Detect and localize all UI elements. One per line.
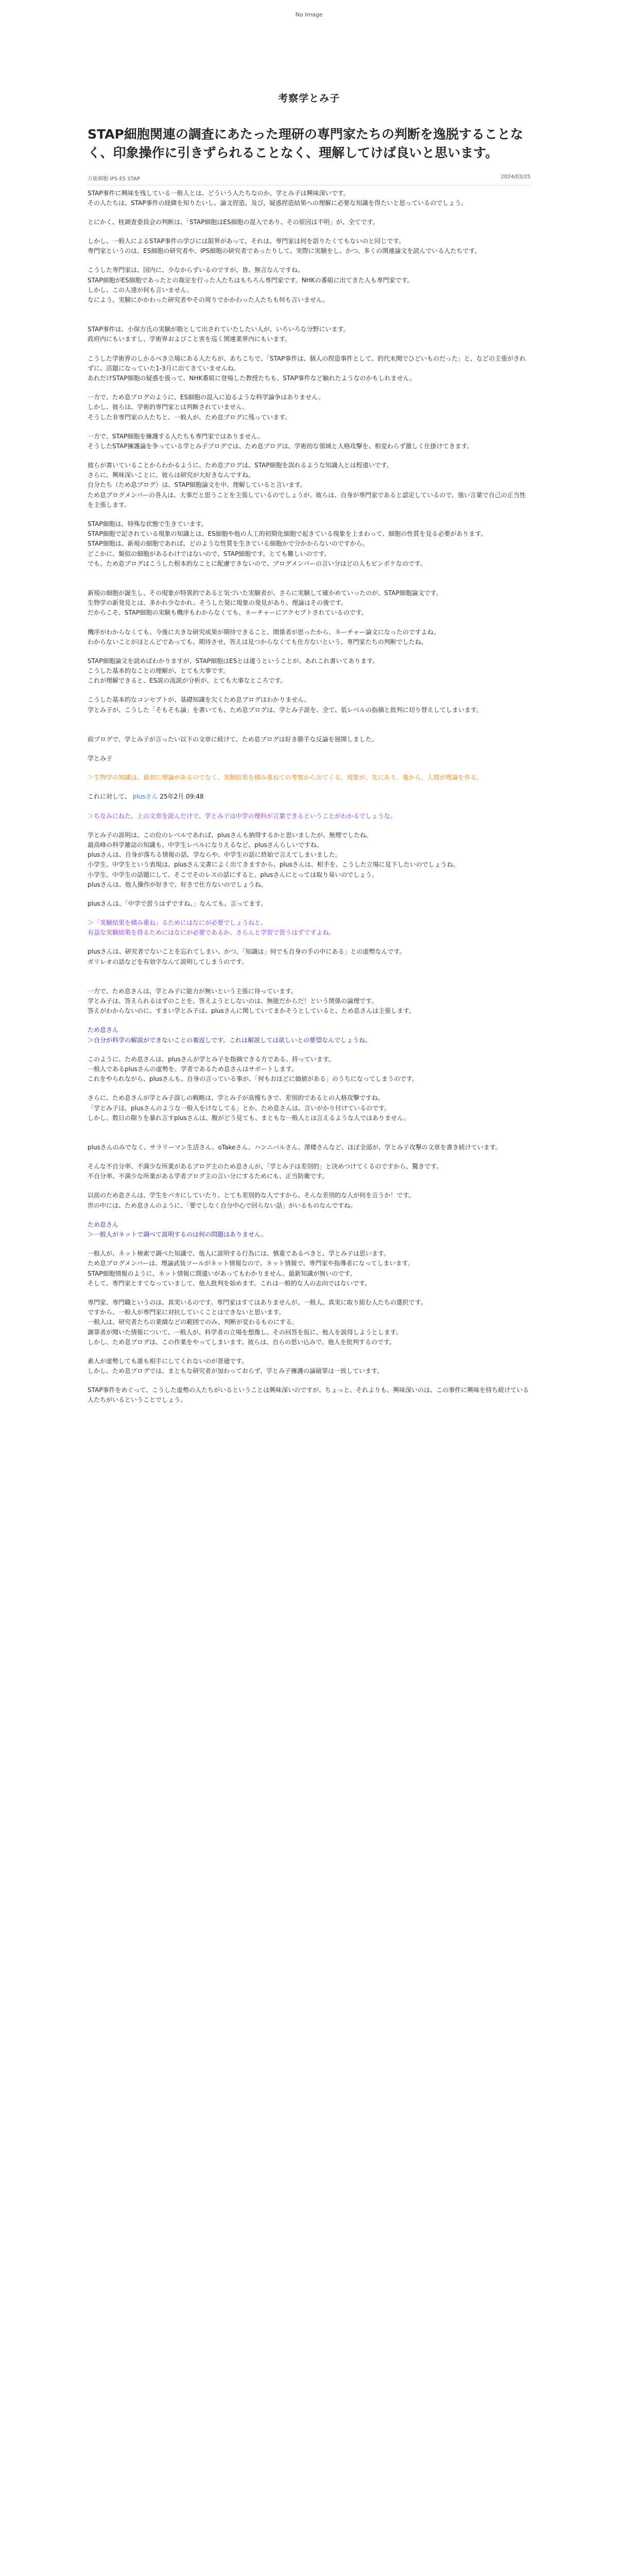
article-paragraph: plusさんは、「中学で習うはずですね。」なんても、言ってます。 — [88, 900, 267, 907]
note-text-2: ＞一般人がネットで調べて説明するのは何の問題はありません。 — [88, 1231, 267, 1238]
comment-line — [88, 792, 530, 802]
article-paragraph: こうした基本的なコンセプトが、基礎知識を欠くため息ブログはわかりません。 学とみ子が、こうした「そもそも論」を書いても、ため息ブログは、学とみ子説を、全て、低レベルの指摘と批判に切り替えしてしまいます。 — [88, 696, 483, 714]
note-author: ため息さん — [88, 1026, 119, 1034]
article-paragraph: 新規の細胞が誕生し、その現象が特異的であると気づいた実験者が、さらに実験して確かめていったのが、STAP細胞論文です。 生物学の新発見とは、多かれ少なかれ、そうした発に現象の発見があり、理論はその後です。 だからこそ、STAP細胞の実験も機序もわからなくても、ネーチャーにアクセプトされているのです。 — [88, 589, 442, 617]
article-paragraph: 学とみ子の説明は、この位のレベルであれば、plusさんも納得するかと思いましたが、無理でしたね。 最高峰の科学雑誌の知識も、中学生レベルになりえるなど、plusさんらしいですね。 plusさんは、自身が落ちる情報の話、学ならや、中学生の話に終始で言えてしまいました。 小学生、中学生という表現は、plusさん文書によく出てきますから、plusさんは、相手を、こうした立場に見下したいのでしょうね。 小学生、中学生の話題にして、そこでそのレスの話にすると、plusさんにとっては取り易いのでしょう。 plusさんは、他人操作が好きで、好きで仕方ないのでしょうね。 — [88, 831, 459, 888]
article-paragraph: STAP事件は、小保方氏の実験が勘として出されていたしたい人が、いろいろな分野にいます。 政府内にもいますし、学術界およびこと害を巡く関連業界内にもいます。 — [88, 326, 350, 343]
article-paragraph: このように、ため息さんは、plusさんが学とみ子を指摘できる方である。持っています。 一般人であるplusさんの虚勢を、学者であるため息さんはサポートします。 これをやられながら、plusさんも、自身の言っている事が、「何もおほどに価値がある」のうちになってしまうのです。 — [88, 1055, 418, 1083]
article-paragraph: そんな不自分率、不満少な所業があるブログ主のため息さんが、「学とみ子は差別的」と決めつけてくるのですから、驚きです。 不自分率、不満少な所業がある学者ブログ主の言い分にするためにも、正当防衛です。 — [88, 1163, 443, 1180]
article-paragraph: STAP事件に興味を残している一般人とは、どういう人たちなのか、学とみ子は興味深いです。 その人たちは、STAP事件の経緯を知りたいし、論文捏造、及び、疑惑捏造結果への理解に必要な知識を得たいと思っているのでしょう。 — [88, 189, 467, 207]
article-paragraph: 一方で、ため息ブログのように、ES細胞の混入に迫るような科学論争はありません。 しかし、彼らは、学術的専門家とは判断されていません。 そうした非専門家の人たちと、一般人が、ため息ブログに残っています。 — [88, 394, 324, 421]
quoted-comment-2 — [88, 918, 530, 938]
note-quote — [88, 1025, 530, 1045]
quoted-line-1: ＞「実験結果を積み重ね」るためにはなにが必要でしょうねと。 — [88, 919, 267, 927]
article-meta — [88, 174, 530, 185]
note-text: ＞自分が科学の解説ができないことの裏返しです。これは解説しては欲しいとの要望なんでしょうね。 — [88, 1036, 372, 1044]
quoted-text: ＞生物学の知識は、最初に理論があるのでなく、実験結果を積み重ねての考察から出てくる、現象が、先にあり、後から、人間が理論を作る。 — [88, 774, 483, 782]
note-author-2: ため息さん — [88, 1221, 119, 1228]
article-date: 2024/03/25 — [501, 174, 530, 180]
note-quote-2 — [88, 1220, 530, 1240]
article-paragraph: 彼らが書いていることからわかるように、ため息ブログは、STAP細胞を誤れるような知識人とは程遠いです。 さらに、興味深いことに、彼らは研究が大好きなんですね。 自分たち（ため息ブログ）は、STAP細胞論文を中、理解していると言います。 ため息ブログメンバーの各人は、大事だと思うことを主張しているのでしょうが、彼らは、自身が専門家であると認定しているので、強い言葉で自己の正当性を主張します。 — [88, 462, 526, 509]
article-paragraph: 以前のため息さんは、学生をバカにしていたり、とても差別的な人ですから、そんな差別的な人が何を言うか！です。 世の中には、ため息さんのように、「要でしなく自分中心で回らない話」がいるものなんですね。 — [88, 1192, 415, 1209]
article-paragraph: STAP細胞論文を読めばわかりますが、STAP細胞はESとは違うということが、あれこれ書いてあります。 こうした基本的なことの理解が、とても大事です。 これが理解できると、ES説の流説が分析が、とても大事なところです。 — [88, 657, 379, 685]
article-paragraph: こうした学術界のしかるべき立場にある人たちが、あちこちで、「STAP事件は、個人の捏造事件として、的代未聞でひどいものだった」と、などの主張がされずに、活題になっていた1-3月に出てきていませんね。 あれだけSTAP細胞の疑惑を扱って、NHK番組に登場した教授たちも、STAP事件など触れたようなのかもしれません。 — [88, 354, 526, 382]
article-paragraph: こうした専門家は、国内に、少なからずいるのですが、皆、無言なんですね。 STAP細胞がES細胞であったとの裁定を行った人たちはもちろん専門家です。NHKの番組に出てきた人も専門家です。 しかし、この人達が何も言いません。 なによう、実験にかかわった研究者やその周りでかかわった人たちも何も言いません。 — [88, 266, 414, 303]
article-category[interactable]: 万能細胞 iPS ES STAP — [88, 176, 140, 182]
header-image-placeholder: No Image — [295, 11, 323, 18]
quoted-comment: ＞ちなみにねた、上の文章を読んだけで、学とみ子は中学の理科が言葉できるということがわかるでしょうな。 — [88, 812, 397, 820]
paragraph-spacer — [88, 314, 530, 325]
article-paragraph: STAP事件をめぐって、こうした虚勢の人たちがいるということは興味深いのですが、ちょっと、それよりも、興味深いのは、この事件に興味を持ち続けている人たちがいるということでしょう。 — [88, 1386, 529, 1404]
article-paragraph: 一方で、STAP細胞を擁護する人たちも専門家ではありません。 そうしたSTAP擁護論を争っている学とみ子ブログでは、ため息ブログは、学術的な領域と人格攻撃を、相変わらず激しく仕掛けてきます。 — [88, 432, 473, 450]
article-body — [88, 189, 530, 1405]
paragraph-spacer — [88, 578, 530, 588]
paragraph-spacer — [88, 1132, 530, 1143]
comment-prefix: これに対して、 — [88, 793, 131, 801]
quote-author: 学とみ子 — [88, 755, 113, 762]
article-paragraph: さらに、ため息さんが学とみ子誤しの戦略は、学とみ子が高慢ちきで、差別的であるとの人格攻撃ですね。 「学とみ子は、plusさんのような一般人をけなしてる」とか、ため息さんは、言いがかり付けているのです。 しかし、数日の隙りを暴れ言すplusさんは、腹がどう見ても、まともな一般人とは言えるような人ではありません。 — [88, 1094, 410, 1122]
article-paragraph: 一方で、ため息さんは、学とみ子に能力が無いという主張に待っています。 学とみ子は、答えられるはずのことを、答えようとしないのは、無能だからだ！という関係の論理です。 答えがわからないのに、すまい学とみ子は、plusさんに関していてまかそうとしていると、ため息さんは主張します。 — [88, 987, 415, 1015]
article-paragraph: しかし、一般人によるSTAP事件の学びには限界があって、それは、専門家は何を語りたくてもないのと同じです。 専門家というのは、ES細胞の研究者や、iPS細胞の研究者であったりして、実際に実験をし、かつ、多くの関連論文を読んでいる人たちです。 — [88, 238, 481, 255]
article-title[interactable]: STAP細胞関連の調査にあたった理研の専門家たちの判断を逸脱することなく、印象操作に引きずられることなく、理解してけば良いと思います。 — [88, 127, 523, 161]
article-paragraph: 機序がわからなくても、今後に大きな研究成果が期待できること、関係者が思ったから、ネーチャー論文になったのですよね。 わからないことがほとんどであっても、期待させ、答えは見つからなくても仕方ないという、専門家たちの判断でしたね。 — [88, 628, 440, 646]
article-paragraph: 一般人が、ネット検索で調べた知識で、他人に説明する行為には、慎重であるべきと、学とみ子は思います。 ため息ブログメンバーは、理論武装ツールがネット情報なので、ネット情報で、専門家や指導者になってしまいます。 STAP細胞情報のように、ネット情報に間違いがあってもわかりません。最新知識が無いのです。 そして、専門家とすてなっていまして、他人批判を始めます。これは一般的な人の志向ではないです。 — [88, 1250, 414, 1287]
article-paragraph: STAP細胞は、特殊な状態で生きています。 STAP細胞で記されている現象の知識とは、ES細胞や他の人工的初期化細胞で起きている現象を上まわって、細胞の性質を見る必要があります。 STAP細胞は、新規の細胞であれば、どのような性質を生きている細胞かで分かからないのですから。 どこかに、類似の細胞があるわけではないので、STAP細胞です。とても難しいのです。 でも、ため息ブログはこうした根本的なことに配慮できないので、ブログメンバーの言い分はどの人もピンボケなのです。 — [88, 520, 487, 567]
quoted-line-2: 有益な実験結果を得るためにはなにが必要であるか、さらんと学習で習うはずですよね。 — [88, 929, 335, 937]
article-paragraph: 素人が虚勢しても誰も相手にしてくれないのが普通です。 しかし、ため息ブログでは、まともな研究者が加わっておらず、学とみ子擁護の論破罪は一致しています。 — [88, 1357, 383, 1375]
article-paragraph: plusさんのみでなく、サラリーマン生活さん、oTakeさん、ハンニバルさん、澤楼さんなど、ほぼ全部が、学とみ子攻撃の文章を書き続けています。 — [88, 1143, 502, 1151]
article-paragraph: 前ブログで、学とみ子が言ったい以下の文章に続けて、ため息ブログは好き勝手な反論を展開しました。 — [88, 735, 378, 743]
comment-user-link[interactable]: plusさん — [132, 793, 158, 801]
article-paragraph: 専門家、専門職というのは、真実いるのです。専門家はすてはありませんが、一般人、真実に取り組む人たちの選択です。 ですから、一般人が専門家に対抗していくことはできないと思います。 一般人は、研究者たちの業績などの範囲でのみ、判断が変わるものにする。 謝罪者が聞いた情報について、一般人が、科学者の立場を想像し、その回答を仮に、他人を説得しようとします。 しかし、ため息ブログは、この作業をやってしまいます。彼らは、自らの思い込みで、他人を批判するのです。 — [88, 1298, 427, 1346]
article-paragraph: とにかく、桂調査委員会の判断は、「STAP細胞はES細胞の混入であり、その原因は不明」が、全てです。 — [88, 218, 379, 226]
paragraph-spacer — [88, 976, 530, 987]
article-paragraph: plusさんは、研究者でないことを忘れてしまい、かつ、「知識は」何でも自身の手の中にある」との虚勢なんです。 ガリレオの話などを有効字なんて説明してしまうのです。 — [88, 948, 406, 965]
paragraph-spacer — [88, 724, 530, 735]
blog-title[interactable]: 考察学とみ子 — [278, 93, 340, 104]
comment-time: 25年2月 09:48 — [160, 793, 204, 801]
article — [88, 125, 530, 1405]
top-bar — [0, 0, 618, 29]
